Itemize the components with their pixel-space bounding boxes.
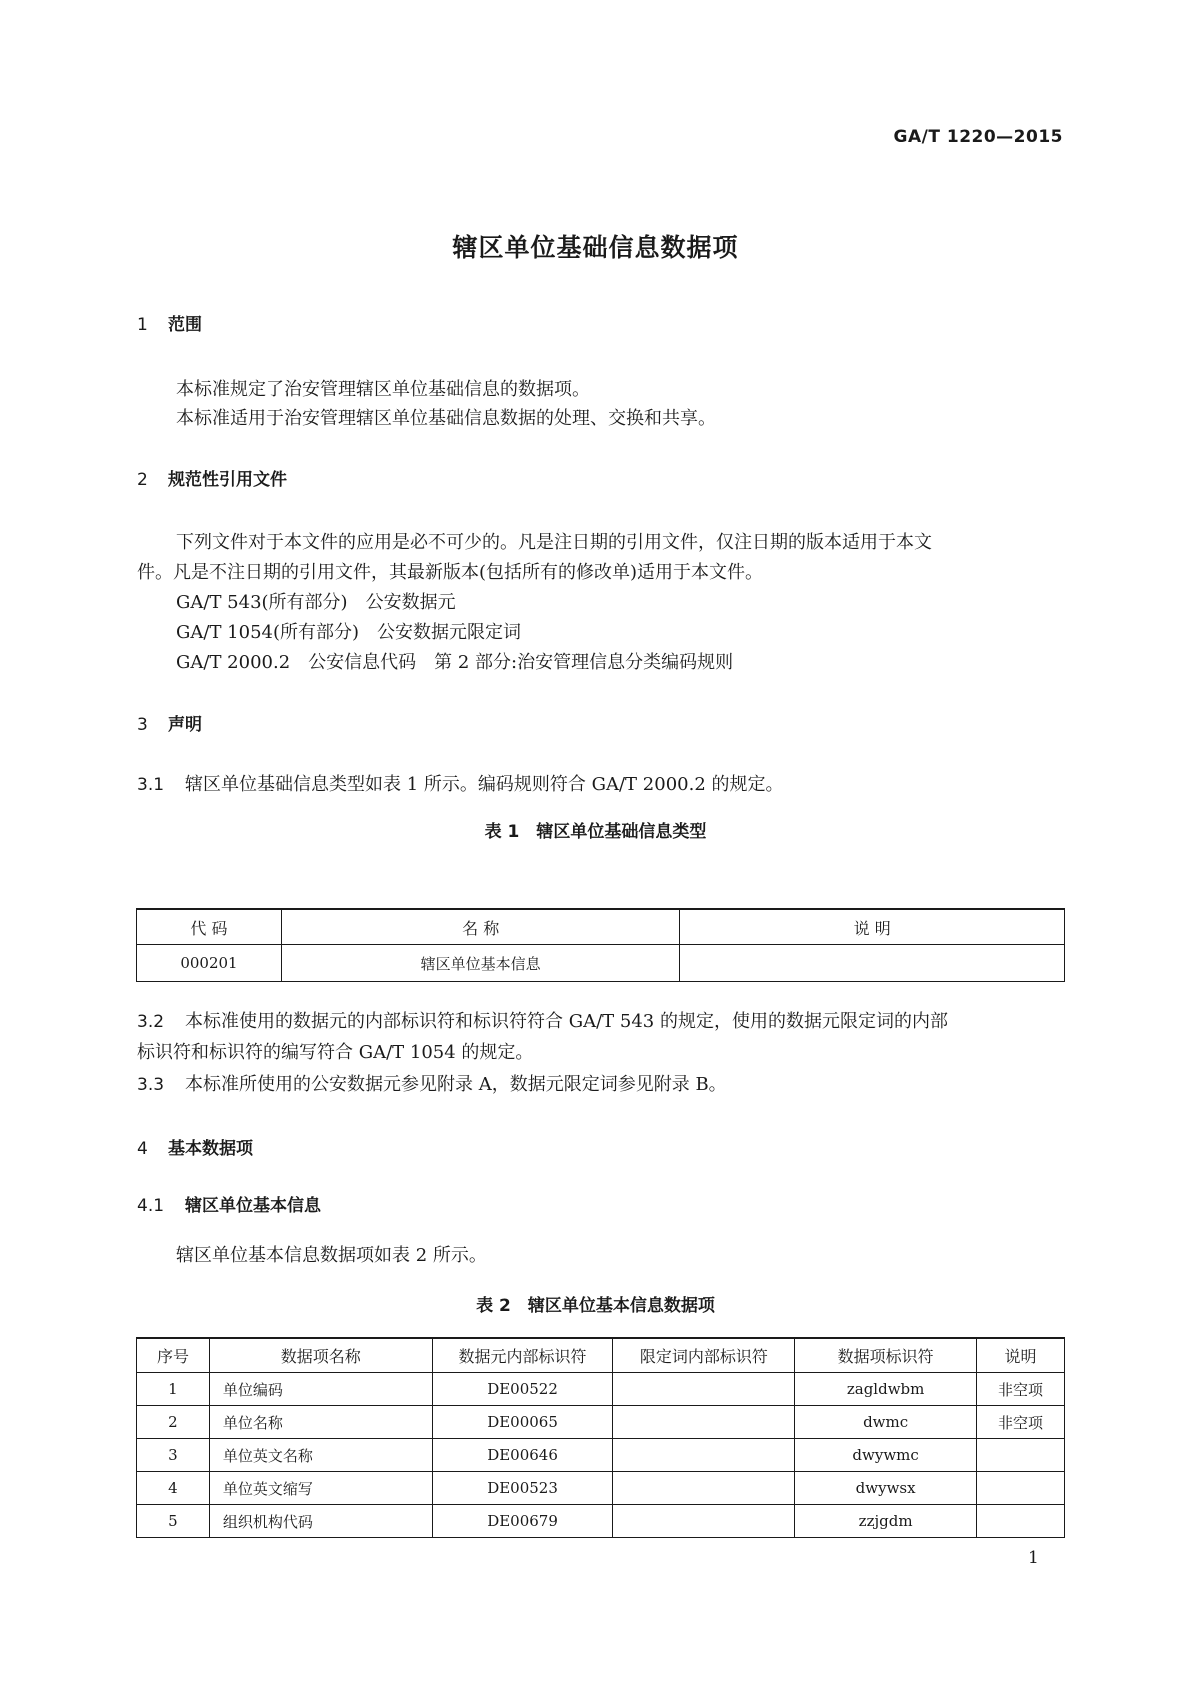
table-cell: 非空项 bbox=[977, 1406, 1065, 1439]
table-cell bbox=[613, 1505, 795, 1538]
reference-item: GA/T 2000.2 公安信息代码 第 2 部分:治安管理信息分类编码规则 bbox=[176, 652, 734, 673]
clause-3-1 bbox=[137, 770, 784, 796]
clause-number: 3.1 bbox=[137, 775, 165, 795]
table-cell: DE00065 bbox=[432, 1406, 613, 1439]
table-cell: 单位英文名称 bbox=[209, 1439, 432, 1472]
section-1-heading bbox=[137, 310, 202, 335]
section-number: 4.1 bbox=[137, 1196, 165, 1216]
table-cell: 单位英文缩写 bbox=[209, 1472, 432, 1505]
table-header-cell: 数据项名称 bbox=[209, 1338, 432, 1373]
paragraph: 件。凡是不注日期的引用文件，其最新版本(包括所有的修改单)适用于本文件。 bbox=[137, 562, 764, 583]
section-number: 1 bbox=[137, 315, 148, 335]
table-header-cell: 代 码 bbox=[137, 909, 282, 945]
table-cell bbox=[680, 945, 1065, 982]
table-cell: dwmc bbox=[795, 1406, 977, 1439]
section-2-heading bbox=[137, 465, 287, 490]
table-cell: 非空项 bbox=[977, 1373, 1065, 1406]
table-row bbox=[137, 945, 1065, 982]
section-4-heading bbox=[137, 1134, 253, 1159]
clause-number: 3.2 bbox=[137, 1012, 165, 1032]
table-cell: dwywmc bbox=[795, 1439, 977, 1472]
section-title: 辖区单位基本信息 bbox=[185, 1196, 321, 1216]
table-cell: 单位名称 bbox=[209, 1406, 432, 1439]
table-cell: 000201 bbox=[137, 945, 282, 982]
standard-number: GA/T 1220—2015 bbox=[893, 127, 1063, 147]
table-cell: 4 bbox=[137, 1472, 210, 1505]
table-1 bbox=[136, 908, 1065, 982]
paragraph: 辖区单位基本信息数据项如表 2 所示。 bbox=[176, 1245, 487, 1266]
section-3-heading bbox=[137, 710, 202, 735]
table-cell: 2 bbox=[137, 1406, 210, 1439]
table-row bbox=[137, 1373, 1065, 1406]
table-cell: DE00646 bbox=[432, 1439, 613, 1472]
table-cell bbox=[977, 1439, 1065, 1472]
section-4-1-heading bbox=[137, 1191, 321, 1216]
paragraph: 本标准规定了治安管理辖区单位基础信息的数据项。 bbox=[176, 379, 590, 400]
table-header-cell: 序号 bbox=[137, 1338, 210, 1373]
table-cell: zagldwbm bbox=[795, 1373, 977, 1406]
clause-3-2 bbox=[137, 1007, 948, 1033]
clause-text: 本标准所使用的公安数据元参见附录 A，数据元限定词参见附录 B。 bbox=[185, 1074, 727, 1095]
section-title: 规范性引用文件 bbox=[168, 470, 287, 490]
table-row bbox=[137, 1406, 1065, 1439]
paragraph: 标识符和标识符的编写符合 GA/T 1054 的规定。 bbox=[137, 1042, 534, 1063]
page-number: 1 bbox=[1028, 1548, 1039, 1568]
clause-text: 本标准使用的数据元的内部标识符和标识符符合 GA/T 543 的规定，使用的数据元限定词的内部 bbox=[185, 1011, 948, 1032]
section-title: 基本数据项 bbox=[168, 1139, 253, 1159]
document-title: 辖区单位基础信息数据项 bbox=[452, 233, 739, 262]
table-cell: 组织机构代码 bbox=[209, 1505, 432, 1538]
table-cell: DE00679 bbox=[432, 1505, 613, 1538]
table-2 bbox=[136, 1337, 1065, 1538]
table-header-cell: 数据项标识符 bbox=[795, 1338, 977, 1373]
table-header-cell: 说明 bbox=[977, 1338, 1065, 1373]
paragraph: 下列文件对于本文件的应用是必不可少的。凡是注日期的引用文件，仅注日期的版本适用于本文 bbox=[176, 532, 932, 553]
table-cell bbox=[977, 1505, 1065, 1538]
table-cell: zzjgdm bbox=[795, 1505, 977, 1538]
table-cell bbox=[613, 1472, 795, 1505]
clause-3-3 bbox=[137, 1070, 727, 1096]
table-cell: 1 bbox=[137, 1373, 210, 1406]
table-cell: dwywsx bbox=[795, 1472, 977, 1505]
table-2-caption: 表 2 辖区单位基本信息数据项 bbox=[476, 1296, 715, 1316]
table-1-caption: 表 1 辖区单位基础信息类型 bbox=[484, 822, 707, 842]
section-number: 2 bbox=[137, 470, 148, 490]
table-cell: 单位编码 bbox=[209, 1373, 432, 1406]
table-cell bbox=[977, 1472, 1065, 1505]
section-title: 声明 bbox=[168, 715, 202, 735]
section-title: 范围 bbox=[168, 315, 202, 335]
clause-text: 辖区单位基础信息类型如表 1 所示。编码规则符合 GA/T 2000.2 的规定。 bbox=[185, 774, 784, 795]
table-header-cell: 限定词内部标识符 bbox=[613, 1338, 795, 1373]
table-cell: DE00522 bbox=[432, 1373, 613, 1406]
table-cell bbox=[613, 1406, 795, 1439]
section-number: 3 bbox=[137, 715, 148, 735]
table-cell: 5 bbox=[137, 1505, 210, 1538]
clause-number: 3.3 bbox=[137, 1075, 165, 1095]
table-cell bbox=[613, 1373, 795, 1406]
paragraph: 本标准适用于治安管理辖区单位基础信息数据的处理、交换和共享。 bbox=[176, 408, 716, 429]
table-cell: 3 bbox=[137, 1439, 210, 1472]
table-cell: DE00523 bbox=[432, 1472, 613, 1505]
table-row bbox=[137, 1439, 1065, 1472]
reference-item: GA/T 1054(所有部分) 公安数据元限定词 bbox=[176, 622, 522, 643]
table-cell: 辖区单位基本信息 bbox=[281, 945, 680, 982]
section-number: 4 bbox=[137, 1139, 148, 1159]
table-row bbox=[137, 1472, 1065, 1505]
table-header-cell: 数据元内部标识符 bbox=[432, 1338, 613, 1373]
table-header-cell: 名 称 bbox=[281, 909, 680, 945]
table-header-cell: 说 明 bbox=[680, 909, 1065, 945]
table-row bbox=[137, 1505, 1065, 1538]
reference-item: GA/T 543(所有部分) 公安数据元 bbox=[176, 592, 456, 613]
table-cell bbox=[613, 1439, 795, 1472]
